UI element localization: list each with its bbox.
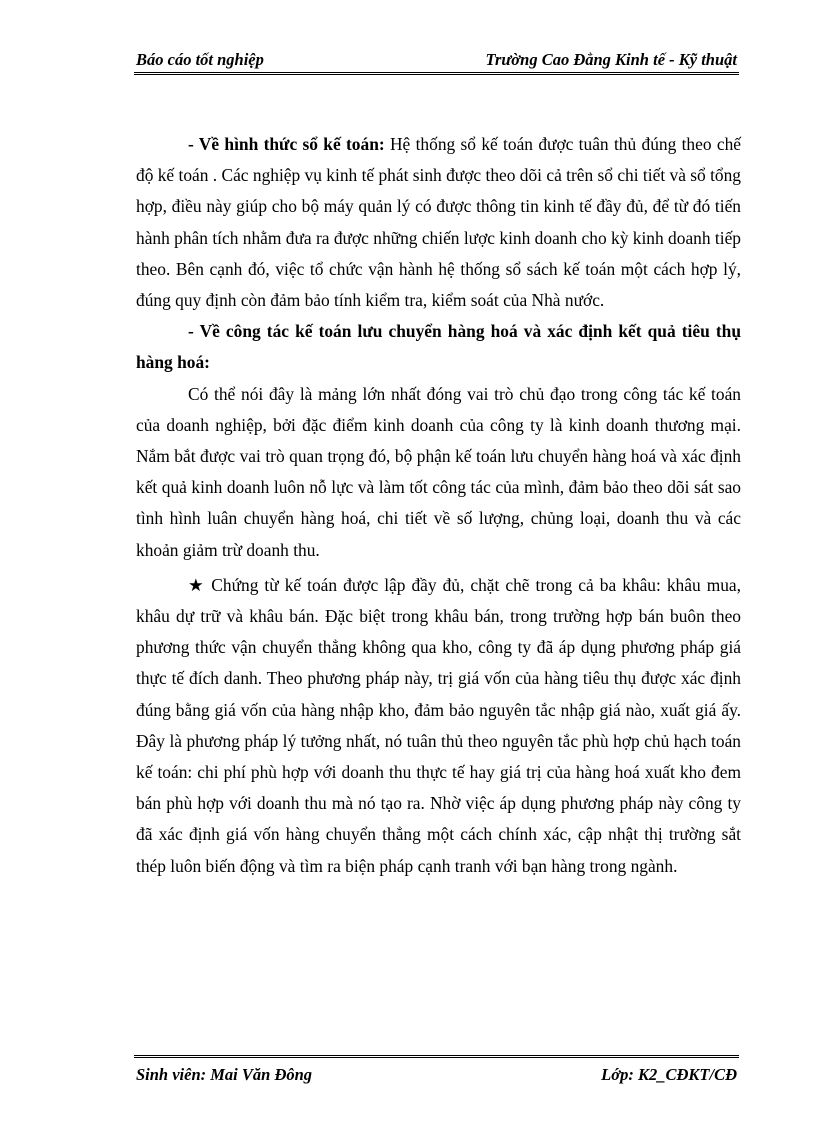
page-content [136,129,741,882]
footer-class-code: Lớp: K2_CĐKT/CĐ [601,1065,737,1084]
heading-bookkeeping: - Về hình thức sổ kế toán: [188,134,385,154]
star-bullet-icon: ★ [188,574,206,595]
footer-student-name: Sinh viên: Mai Văn Đông [136,1065,313,1084]
text-bookkeeping: Hệ thống sổ kế toán được tuân thủ đúng theo chế độ kế toán . Các nghiệp vụ kinh tế phát sinh được theo dõi cả trên sổ chi tiết và sổ tổng hợp, điều này giúp cho bộ máy quản lý có được thông tin kinh tế đầy đủ, để từ đó tiến hành phân tích nhằm đưa ra được những chiến lược kinh doanh cho kỳ kinh doanh tiếp theo. Bên cạnh đó, việc tổ chức vận hành hệ thống sổ sách kế toán một cách hợp lý, đúng quy định còn đảm bảo tính kiểm tra, kiểm soát của Nhà nước. [136,134,741,311]
page-footer [134,1055,739,1088]
paragraph-bookkeeping [136,129,741,316]
paragraph-circulation: Có thể nói đây là mảng lớn nhất đóng vai trò chủ đạo trong công tác kế toán của doanh nghiệp, bởi đặc điểm kinh doanh của công ty là kinh doanh thương mại. Nắm bắt được vai trò quan trọng đó, bộ phận kế toán lưu chuyển hàng hoá và xác định kết quả kinh doanh luôn nỗ lực và làm tốt công tác của mình, đảm bảo theo dõi sát sao tình hình luân chuyển hàng hoá, chi tiết về số lượng, chủng loại, doanh thu và các khoản giảm trừ doanh thu. [136,383,741,560]
text-vouchers: Chứng từ kế toán được lập đầy đủ, chặt chẽ trong cả ba khâu: khâu mua, khâu dự trữ và khâu bán. Đặc biệt trong khâu bán, trong trường hợp bán buôn theo phương thức vận chuyển thẳng không qua kho, công ty đã áp dụng phương pháp giá thực tế đích danh. Theo phương pháp này, trị giá vốn của hàng tiêu thụ được xác định đúng bằng giá vốn của hàng nhập kho, đảm bảo nguyên tắc nhập giá nào, xuất giá ấy. Đây là phương pháp lý tưởng nhất, nó tuân thủ theo nguyên tắc phù hợp chủ hạch toán kế toán: chi phí phù hợp với doanh thu thực tế hay giá trị của hàng hoá xuất kho đem bán phù hợp với doanh thu mà nó tạo ra. Nhờ việc áp dụng phương pháp này công ty đã xác định giá vốn hàng chuyển thẳng một cách chính xác, cập nhật thị trường sắt thép luôn biến động và tìm ra biện pháp cạnh tranh với bạn hàng trong ngành. [136,574,741,876]
page-header [134,48,739,75]
heading-circulation: - Về công tác kế toán lưu chuyển hàng hoá và xác định kết quả tiêu thụ hàng hoá: [136,321,741,373]
header-report-title: Báo cáo tốt nghiệp [136,50,264,69]
header-school-name: Trường Cao Đẳng Kinh tế - Kỹ thuật [485,50,737,69]
paragraph-vouchers [136,570,741,882]
